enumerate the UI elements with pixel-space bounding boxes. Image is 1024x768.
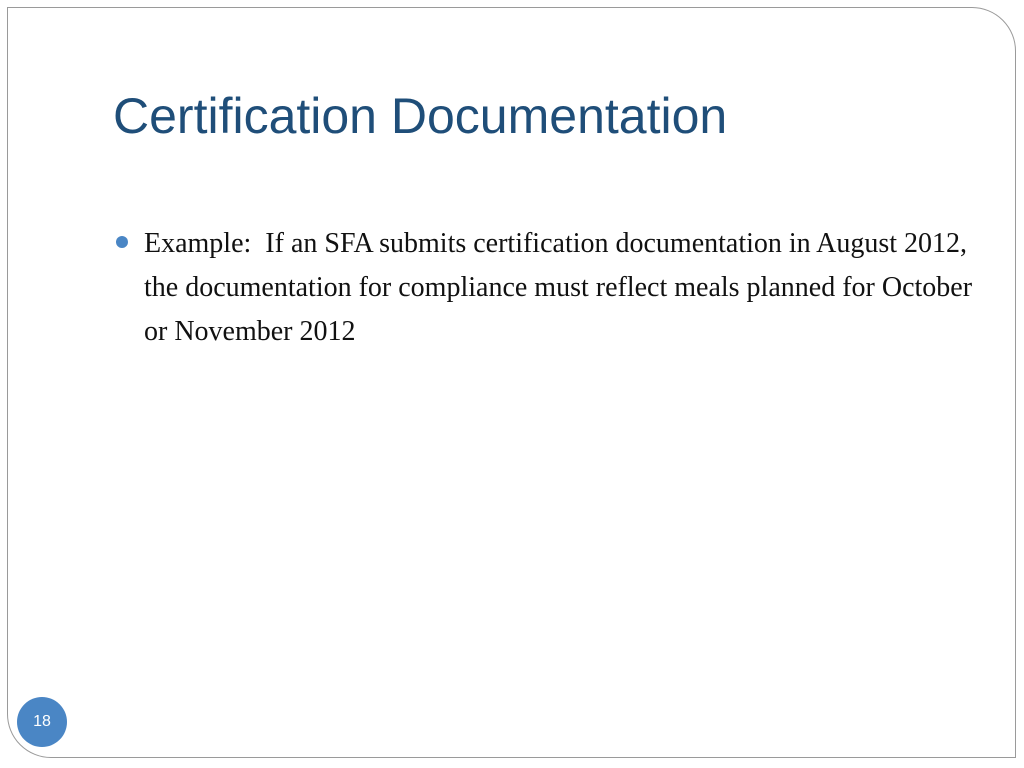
slide-number-badge: 18	[17, 697, 67, 747]
bullet-text: Example: If an SFA submits certification documentation in August 2012, the documentation for compliance must reflect meals planned for October or November 2012	[144, 228, 980, 347]
slide-title: Certification Documentation	[113, 88, 728, 144]
bullet-list	[113, 222, 980, 354]
bullet-item	[113, 222, 980, 354]
bullet-dot-icon	[116, 236, 128, 248]
